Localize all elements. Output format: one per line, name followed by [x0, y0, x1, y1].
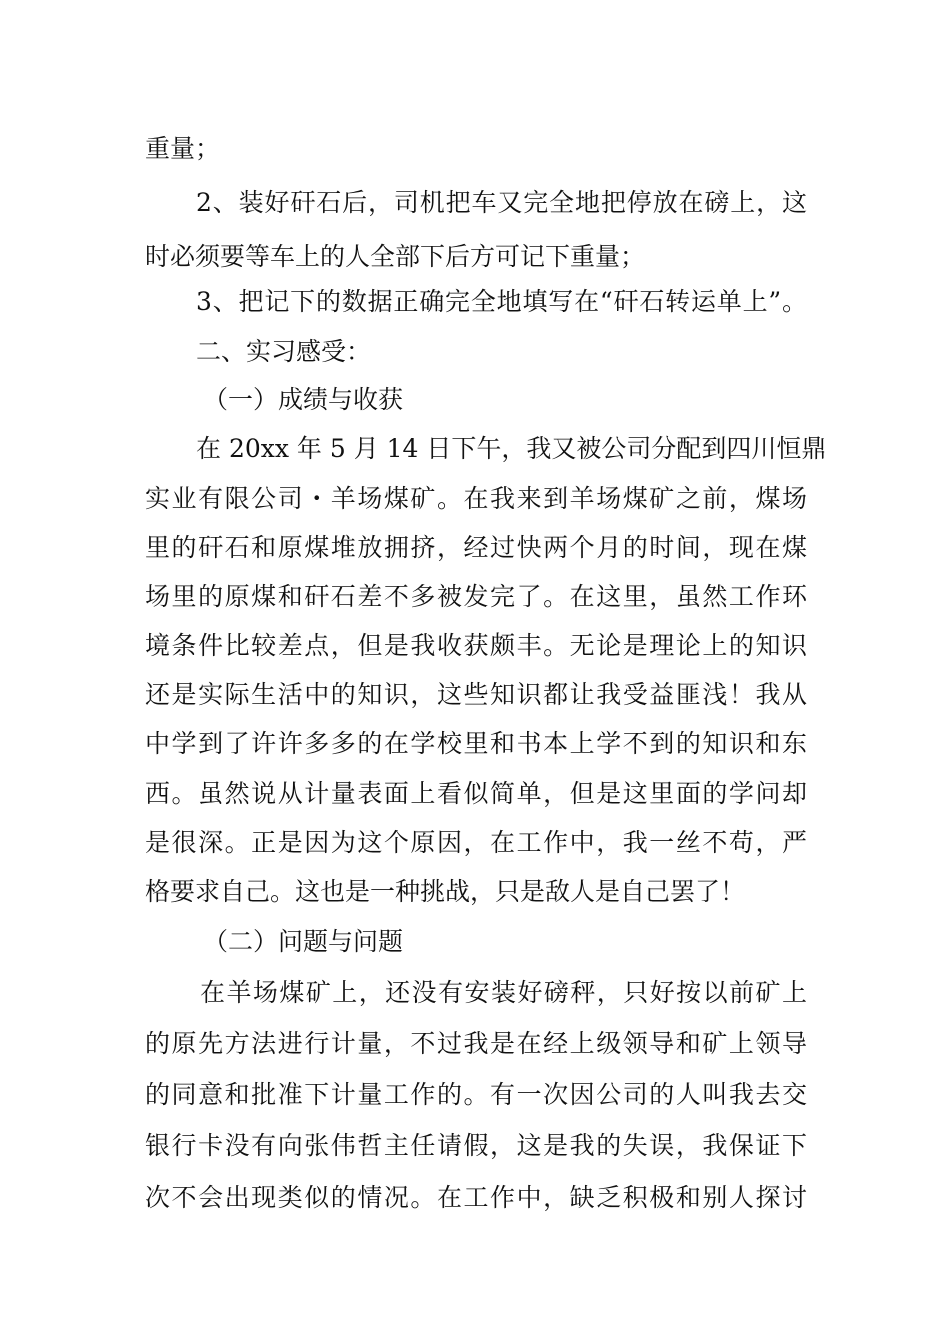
text-line: 在羊场煤矿上，还没有安装好磅秤，只好按以前矿上 [200, 978, 807, 1007]
text-line: 重量； [145, 134, 221, 163]
section-heading: 二、实习感受： [196, 337, 372, 366]
subsection-heading: （二）问题与问题 [203, 927, 404, 956]
text-line: 2、装好矸石后，司机把车又完全地把停放在磅上，这 [196, 188, 807, 217]
text-line: 的同意和批准下计量工作的。有一次因公司的人叫我去交 [145, 1080, 807, 1109]
subsection-heading: （一）成绩与收获 [203, 385, 404, 414]
text-line: 时必须要等车上的人全部下后方可记下重量； [145, 242, 646, 271]
text-line: 3、把记下的数据正确完全地填写在“矸石转运单上”。 [196, 287, 807, 316]
text-line: 西。虽然说从计量表面上看似简单，但是这里面的学问却 [145, 779, 807, 808]
text-line: 是很深。正是因为这个原因，在工作中，我一丝不苟，严 [145, 828, 807, 857]
text-line: 的原先方法进行计量，不过我是在经上级领导和矿上领导 [145, 1029, 807, 1058]
text-line: 银行卡没有向张伟哲主任请假，这是我的失误，我保证下 [145, 1131, 807, 1160]
text-line: 格要求自己。这也是一种挑战，只是敌人是自己罢了！ [145, 877, 746, 906]
text-line: 还是实际生活中的知识，这些知识都让我受益匪浅！我从 [145, 680, 807, 709]
text-line: 中学到了许许多多的在学校里和书本上学不到的知识和东 [145, 729, 807, 758]
text-line: 境条件比较差点，但是我收获颇丰。无论是理论上的知识 [145, 631, 807, 660]
text-line: 次不会出现类似的情况。在工作中，缺乏积极和别人探讨 [145, 1183, 807, 1212]
text-line: 场里的原煤和矸石差不多被发完了。在这里，虽然工作环 [145, 582, 807, 611]
text-line: 在 20xx 年 5 月 14 日下午，我又被公司分配到四川恒鼎 [196, 434, 827, 463]
text-line: 实业有限公司・羊场煤矿。在我来到羊场煤矿之前，煤场 [145, 484, 807, 513]
text-line: 里的矸石和原煤堆放拥挤，经过快两个月的时间，现在煤 [145, 533, 807, 562]
